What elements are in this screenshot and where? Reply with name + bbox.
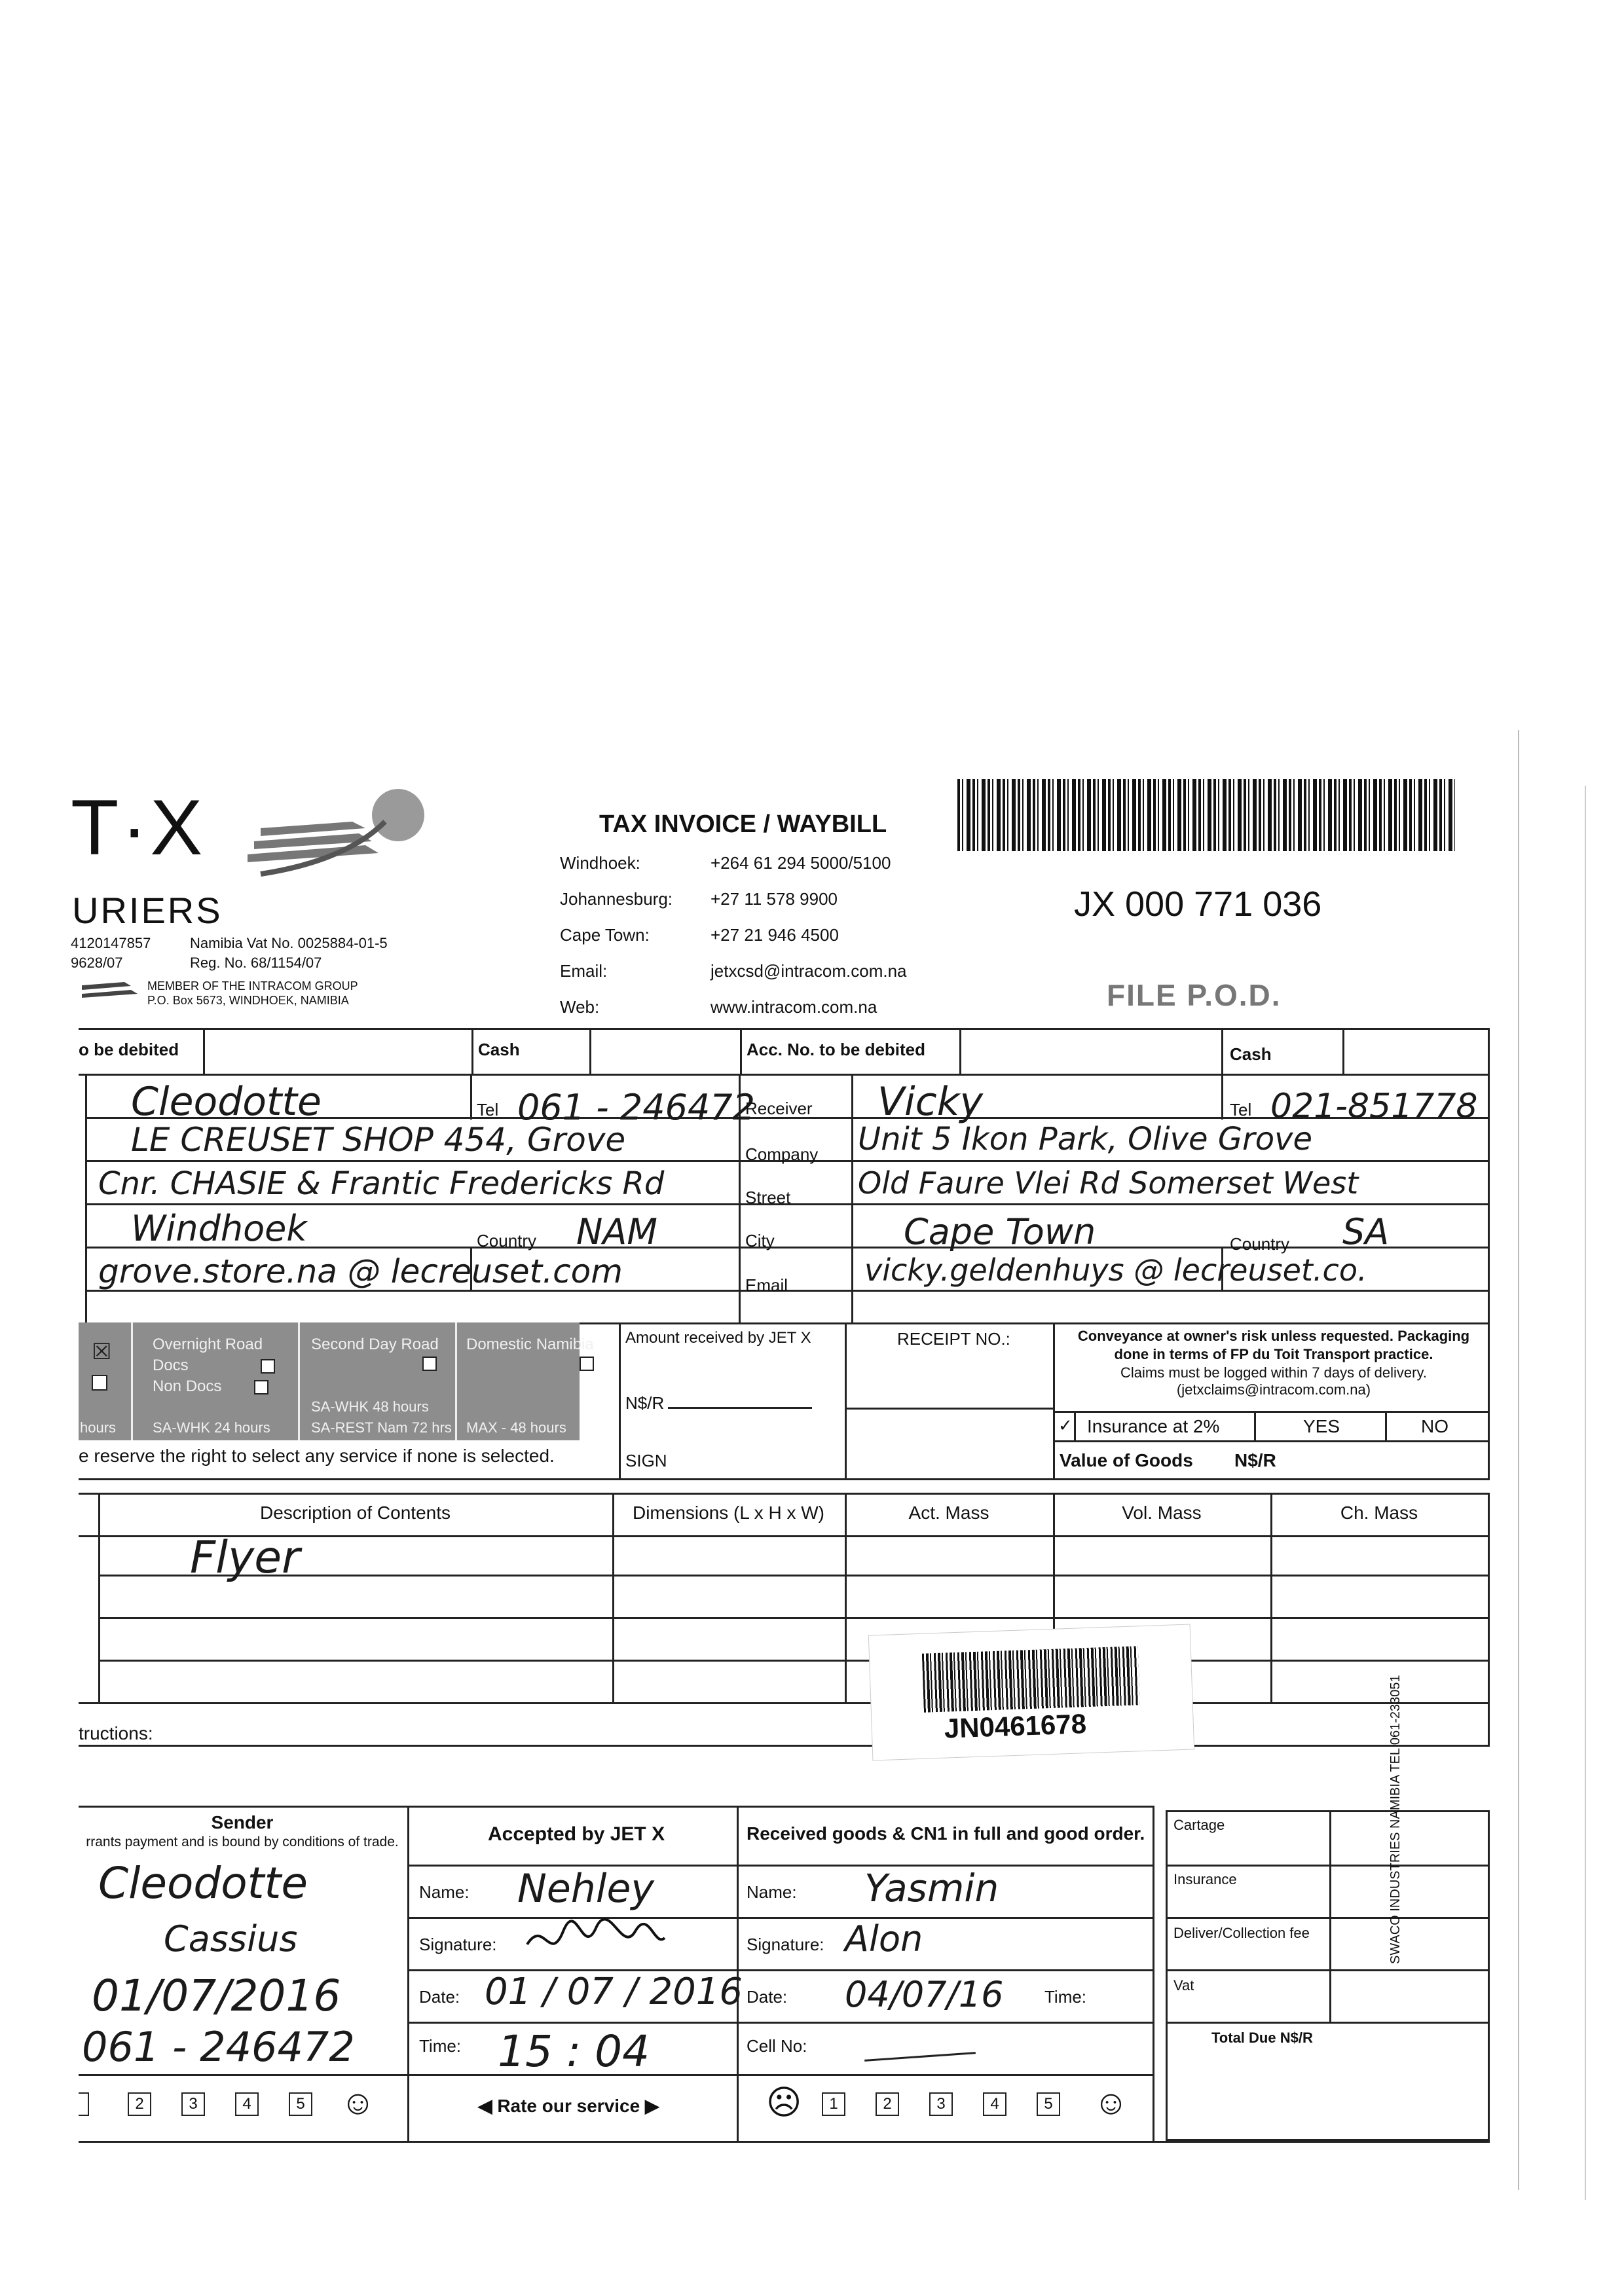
received-signature: Alon	[845, 1918, 923, 1959]
contents-header-act-mass: Act. Mass	[908, 1503, 989, 1523]
rating-2-box[interactable]: 2	[876, 2092, 899, 2116]
contact-row: Johannesburg: +27 11 578 9900	[560, 889, 838, 909]
sa-whk-48-label: SA-WHK 48 hours	[311, 1398, 429, 1415]
second-day-checkbox[interactable]	[422, 1357, 437, 1371]
accepted-date: 01 / 07 / 2016	[485, 1971, 743, 2013]
receiver-city: Cape Town	[904, 1211, 1096, 1252]
reg-no: Reg. No. 68/1154/07	[190, 955, 322, 971]
smiley-happy-icon: ☺	[1094, 2084, 1129, 2122]
tracking-sticker	[869, 1625, 1194, 1760]
logo-sub: URIERS	[72, 890, 223, 931]
sender-country: NAM	[576, 1211, 657, 1252]
sender-company: LE CREUSET SHOP 454, Grove	[131, 1121, 626, 1159]
receiver-country-label: Country	[1230, 1234, 1290, 1254]
accepted-name: Nehley	[517, 1866, 654, 1912]
rating-3-box[interactable]: 3	[929, 2092, 953, 2116]
domestic-namibia-option[interactable]: Domestic Namibia	[466, 1336, 594, 1353]
service-checkbox-icon[interactable]	[92, 1375, 107, 1391]
receiver-tel-label: Tel	[1230, 1100, 1252, 1120]
contents-item: Flyer	[190, 1532, 301, 1584]
deliver-fee-label: Deliver/Collection fee	[1173, 1925, 1310, 1941]
received-name-label: Name:	[747, 1882, 797, 1902]
receiver-street: Old Faure Vlei Rd Somerset West	[858, 1165, 1359, 1201]
receiver-tel: 021-851778	[1270, 1087, 1478, 1126]
accepted-time-label: Time:	[419, 2036, 462, 2056]
amount-received-field[interactable]: N$/R	[625, 1393, 812, 1413]
received-name: Yasmin	[864, 1866, 999, 1910]
smiley-sad-icon: ☹	[766, 2084, 802, 2122]
waybill-number: JX 000 771 036	[1074, 884, 1322, 924]
insurance-yes-option[interactable]: YES	[1303, 1416, 1340, 1436]
contact-row: Windhoek: +264 61 294 5000/5100	[560, 853, 891, 873]
conveyance-note-3: Claims must be logged within 7 days of delivery.	[1120, 1364, 1427, 1381]
cash-left-label: Cash	[478, 1040, 520, 1059]
acc-debit-label: Acc. No. to be debited	[747, 1040, 926, 1059]
value-goods-currency: N$/R	[1234, 1450, 1276, 1470]
tracking-barcode	[922, 1646, 1140, 1712]
pod-stamp: FILE P.O.D.	[1107, 978, 1282, 1012]
sender-email: grove.store.na @ lecreuset.com	[98, 1252, 623, 1290]
insurance-tick-icon[interactable]: ✓	[1058, 1415, 1073, 1435]
amount-received-label: Amount received by JET X	[625, 1329, 811, 1347]
value-goods-label: Value of Goods	[1060, 1450, 1193, 1470]
right-ratings[interactable]	[822, 2092, 1090, 2116]
accepted-date-label: Date:	[419, 1987, 460, 2007]
receiver-country: SA	[1342, 1211, 1390, 1252]
scan-edge	[1518, 730, 1519, 2190]
member-line: MEMBER OF THE INTRACOM GROUP	[147, 979, 358, 993]
vat-label: Vat	[1173, 1977, 1194, 1994]
mini-logo-icon	[79, 975, 144, 1002]
instructions-label: tructions:	[79, 1723, 153, 1743]
sender-signoff-tel: 061 - 246472	[82, 2023, 355, 2071]
insurance-no-option[interactable]: NO	[1421, 1416, 1449, 1436]
company-label: Company	[745, 1144, 819, 1164]
accepted-time: 15 : 04	[498, 2026, 650, 2077]
sender-country-label: Country	[477, 1231, 537, 1250]
cash-right-label: Cash	[1230, 1044, 1272, 1064]
domestic-checkbox[interactable]	[580, 1357, 594, 1371]
sender-street: Cnr. CHASIE & Frantic Fredericks Rd	[98, 1165, 665, 1202]
reserve-note: e reserve the right to select any service if none is selected.	[79, 1446, 555, 1466]
cell-no-line	[864, 2052, 976, 2062]
received-signature-label: Signature:	[747, 1935, 824, 1954]
received-title: Received goods & CN1 in full and good order.	[747, 1823, 1145, 1844]
rating-5-box[interactable]: 5	[1037, 2092, 1060, 2116]
sa-rest-label: SA-REST Nam 72 hrs	[311, 1419, 452, 1436]
cartage-label: Cartage	[1173, 1817, 1225, 1833]
contents-header-vol-mass: Vol. Mass	[1122, 1503, 1202, 1523]
conveyance-note-2: done in terms of FP du Toit Transport practice.	[1114, 1346, 1433, 1362]
second-day-road-option[interactable]: Second Day Road	[311, 1336, 439, 1353]
rating-2-box[interactable]: 2	[128, 2092, 151, 2116]
vat-left-2: 9628/07	[71, 955, 123, 971]
smiley-happy-icon: ☺	[341, 2084, 376, 2122]
insurance-charge-label: Insurance	[1173, 1871, 1237, 1887]
charges-panel	[1166, 1810, 1490, 2141]
email-label: Email	[745, 1275, 788, 1295]
accepted-signature-scribble	[524, 1918, 668, 1958]
rating-5-box[interactable]: 5	[289, 2092, 312, 2116]
rating-1-box[interactable]: 1	[822, 2092, 845, 2116]
received-time-label: Time:	[1044, 1987, 1087, 2007]
scan-edge	[1585, 786, 1586, 2200]
sender-signoff-signature: Cassius	[164, 1918, 298, 1959]
receiver-company: Unit 5 Ikon Park, Olive Grove	[858, 1121, 1313, 1157]
tracking-number: JN0461678	[944, 1708, 1087, 1744]
receiver-label: Receiver	[745, 1099, 813, 1118]
cell-no-label: Cell No:	[747, 2036, 807, 2056]
document-title: TAX INVOICE / WAYBILL	[599, 811, 887, 838]
sender-title: Sender	[211, 1812, 274, 1832]
contact-row: Web: www.intracom.com.na	[560, 997, 877, 1017]
sa-whk-24-label: SA-WHK 24 hours	[153, 1419, 270, 1436]
conveyance-note-1: Conveyance at owner's risk unless requested. Packaging	[1077, 1328, 1470, 1344]
vat-left-1: 4120147857	[71, 935, 151, 951]
rating-4-box[interactable]: 4	[235, 2092, 259, 2116]
service-checkbox-x-icon[interactable]: ☒	[92, 1339, 112, 1364]
non-docs-option[interactable]: Non Docs	[153, 1377, 268, 1396]
logo-swoosh-icon	[234, 782, 444, 881]
contents-header-ch-mass: Ch. Mass	[1340, 1503, 1418, 1523]
insurance-label: Insurance at 2%	[1087, 1416, 1220, 1436]
contents-header-description: Description of Contents	[259, 1503, 451, 1523]
pobox-line: P.O. Box 5673, WINDHOEK, NAMIBIA	[147, 994, 349, 1007]
receiver-name: Vicky	[877, 1079, 983, 1125]
waybill-barcode	[957, 779, 1455, 851]
rate-service-label: ◀ Rate our service ▶	[478, 2096, 659, 2116]
sender-city: Windhoek	[131, 1208, 307, 1249]
street-label: Street	[745, 1188, 791, 1207]
contact-row: Cape Town: +27 21 946 4500	[560, 925, 839, 945]
contact-row: Email: jetxcsd@intracom.com.na	[560, 961, 907, 981]
overnight-road-label: Overnight Road	[153, 1336, 263, 1353]
left-ratings[interactable]	[128, 2092, 342, 2116]
total-due-label: Total Due N$/R	[1211, 2030, 1313, 2046]
sender-tel-label: Tel	[477, 1100, 499, 1120]
sign-label: SIGN	[625, 1451, 667, 1470]
rating-3-box[interactable]: 3	[181, 2092, 205, 2116]
sender-signoff-date: 01/07/2016	[92, 1971, 341, 2021]
logo-letters: T·X	[71, 784, 206, 871]
accepted-name-label: Name:	[419, 1882, 470, 1902]
company-logo	[71, 782, 437, 887]
receipt-no-label: RECEIPT NO.:	[897, 1329, 1010, 1349]
debit-label: o be debited	[79, 1040, 179, 1059]
city-label: City	[745, 1231, 775, 1250]
sender-subtitle: rrants payment and is bound by conditions of trade.	[86, 1834, 399, 1850]
accepted-signature-label: Signature:	[419, 1935, 497, 1954]
receiver-email: vicky.geldenhuys @ lecreuset.co.	[864, 1252, 1367, 1288]
hours-label: hours	[80, 1419, 117, 1436]
sender-name: Cleodotte	[131, 1079, 322, 1125]
received-date-label: Date:	[747, 1987, 788, 2007]
contents-header-dimensions: Dimensions (L x H x W)	[632, 1503, 824, 1523]
conveyance-note-4: (jetxclaims@intracom.com.na)	[1176, 1381, 1371, 1398]
received-date: 04/07/16	[845, 1974, 1004, 2015]
side-print: SWACO INDUSTRIES NAMIBIA TEL 061-233051	[1388, 1675, 1403, 1964]
accepted-title: Accepted by JET X	[488, 1823, 665, 1845]
sender-tel: 061 - 246472	[517, 1087, 756, 1128]
docs-option[interactable]: Docs	[153, 1357, 275, 1375]
max48-label: MAX - 48 hours	[466, 1419, 566, 1436]
rating-4-box[interactable]: 4	[983, 2092, 1006, 2116]
left-rating-bracket	[79, 2092, 89, 2116]
vat-namibia: Namibia Vat No. 0025884-01-5	[190, 935, 388, 951]
sender-signoff-name: Cleodotte	[98, 1858, 308, 1908]
